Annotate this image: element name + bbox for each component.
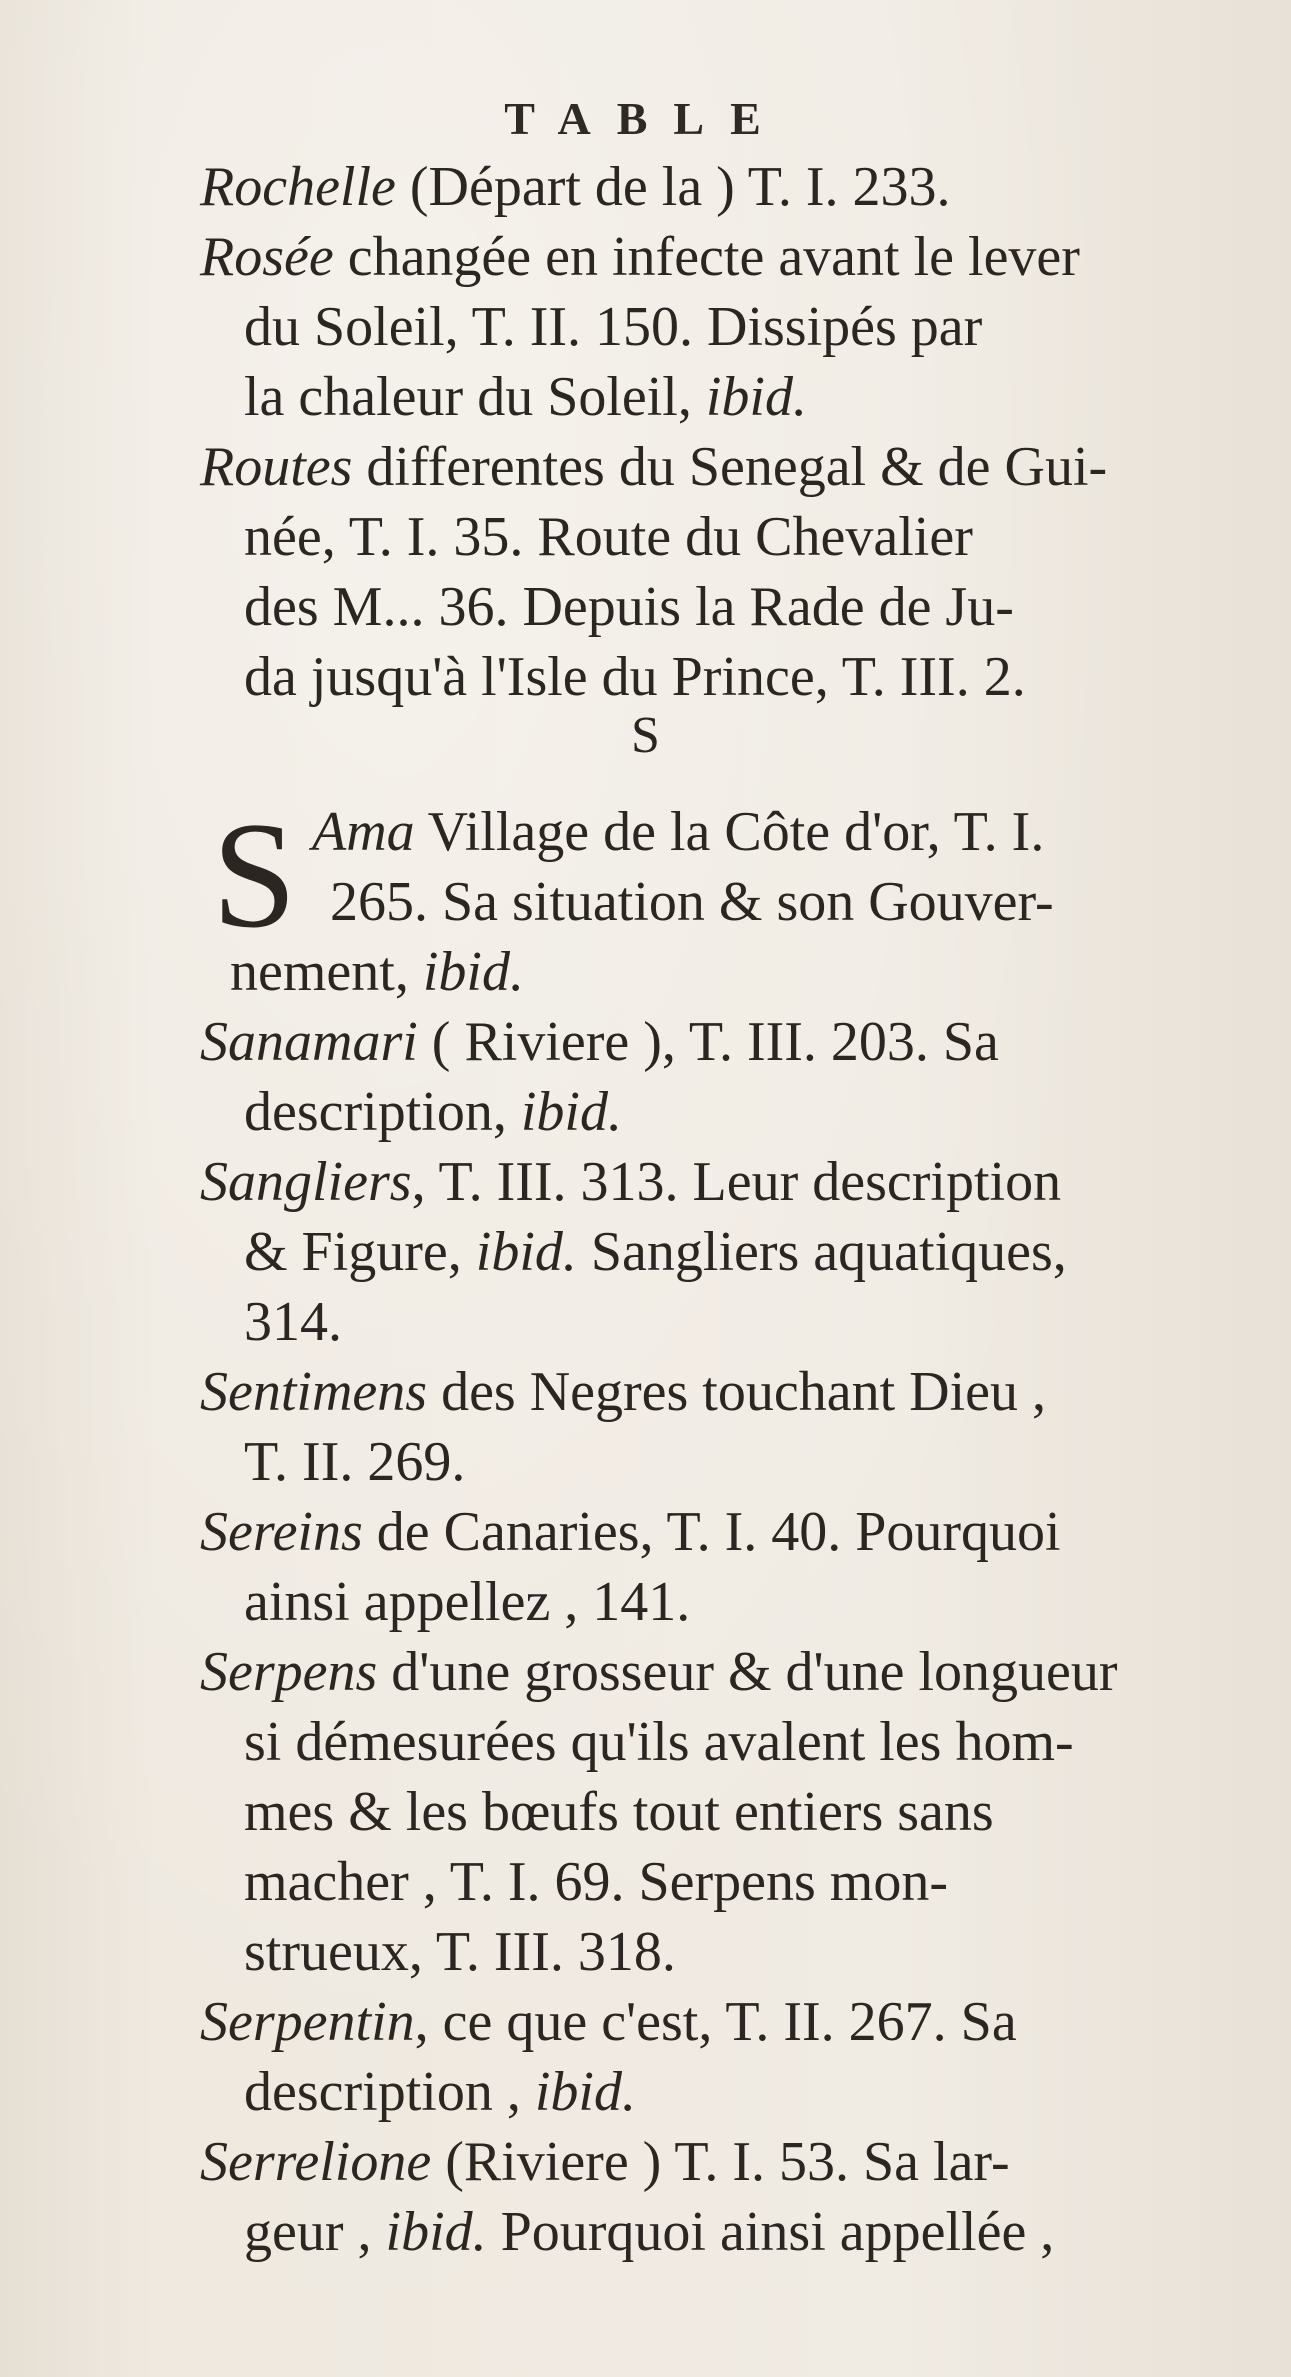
index-line [244,1430,465,1500]
index-text: changée en infecte avant le lever [333,226,1080,288]
index-headword: Sanamari [200,1011,418,1073]
index-line [244,1220,1067,1290]
index-line [200,1360,1046,1430]
index-line [330,870,1054,940]
index-text: da jusqu'à l'Isle du Prince, T. III. 2. [244,646,1026,708]
index-text: si démesurées qu'ils avalent les hom- [244,1711,1074,1773]
index-line [200,1500,1061,1570]
index-text: Sangliers aquatiques, [576,1221,1067,1283]
index-line [244,1080,622,1150]
index-text: de Canaries, T. I. 40. Pourquoi [362,1501,1061,1563]
index-text: ainsi appellez , 141. [244,1571,691,1633]
index-headword: Sereins [200,1501,363,1563]
index-line [244,1570,690,1640]
index-headword: Rosée [200,226,334,288]
running-head: TABLE [504,93,787,144]
index-ibid: ibid. [385,2201,487,2263]
index-text: description, [244,1081,521,1143]
index-headword: Serrelione [200,2131,432,2193]
index-line [244,2200,1054,2270]
index-headword: Sentimens [200,1361,428,1423]
index-text: mes & les bœufs tout entiers sans [244,1781,994,1843]
index-text: la chaleur du Soleil, [244,366,706,428]
index-line [244,645,1026,715]
index-line [244,295,982,365]
index-text: nement, [230,941,423,1003]
index-line [244,1290,342,1360]
index-headword: Serpentin [200,1991,415,2053]
index-line [244,575,1014,645]
index-line [244,1780,994,1850]
index-text: T. II. 269. [244,1431,466,1493]
index-ibid: ibid. [475,1221,577,1283]
index-text: differentes du Senegal & de Gui- [352,436,1108,498]
index-text: (Riviere ) T. I. 53. Sa lar- [431,2131,1010,2193]
index-text: macher , T. I. 69. Serpens mon- [244,1851,948,1913]
index-line [200,155,951,225]
index-text: d'une grosseur & d'une longueur [377,1641,1118,1703]
index-line [244,505,973,575]
index-line [200,435,1107,505]
index-text: (Départ de la ) T. I. 233. [395,156,951,218]
section-letter: S [631,707,660,764]
index-headword: Serpens [200,1641,378,1703]
index-ibid: ibid. [705,366,807,428]
index-text: des M... 36. Depuis la Rade de Ju- [244,576,1014,638]
index-line [244,1850,948,1920]
index-headword: Ama [312,801,415,863]
index-line [244,365,807,435]
index-line [200,2130,1010,2200]
index-line [244,2060,636,2130]
index-line [312,800,1044,870]
index-text: née, T. I. 35. Route du Chevalier [244,506,973,568]
index-text: 265. Sa situation & son Gouver- [330,871,1054,933]
index-ibid: ibid. [422,941,524,1003]
index-line [200,1990,1017,2060]
index-text: , ce que c'est, T. II. 267. Sa [414,1991,1017,2053]
index-line [200,1640,1118,1710]
index-line [230,940,524,1010]
index-text: geur , [244,2201,386,2263]
index-text: 314. [244,1291,342,1353]
index-text: , T. III. 313. Leur description [411,1151,1062,1213]
index-text: strueux, T. III. 318. [244,1921,676,1983]
drop-cap: S [212,791,297,959]
index-text: Pourquoi ainsi appellée , [486,2201,1055,2263]
index-text: du Soleil, T. II. 150. Dissipés par [244,296,983,358]
index-text: des Negres touchant Dieu , [427,1361,1046,1423]
index-text: & Figure, [244,1221,476,1283]
index-line [200,1150,1061,1220]
index-headword: Rochelle [200,156,396,218]
index-headword: Routes [200,436,353,498]
index-text: Village de la Côte d'or, T. I. [414,801,1045,863]
index-headword: Sangliers [200,1151,412,1213]
index-ibid: ibid. [520,1081,622,1143]
index-line [200,1010,999,1080]
index-line [244,1710,1074,1780]
index-text: description , [244,2061,535,2123]
index-line [244,1920,676,1990]
index-text: ( Riviere ), T. III. 203. Sa [417,1011,999,1073]
index-line [200,225,1080,295]
index-ibid: ibid. [534,2061,636,2123]
